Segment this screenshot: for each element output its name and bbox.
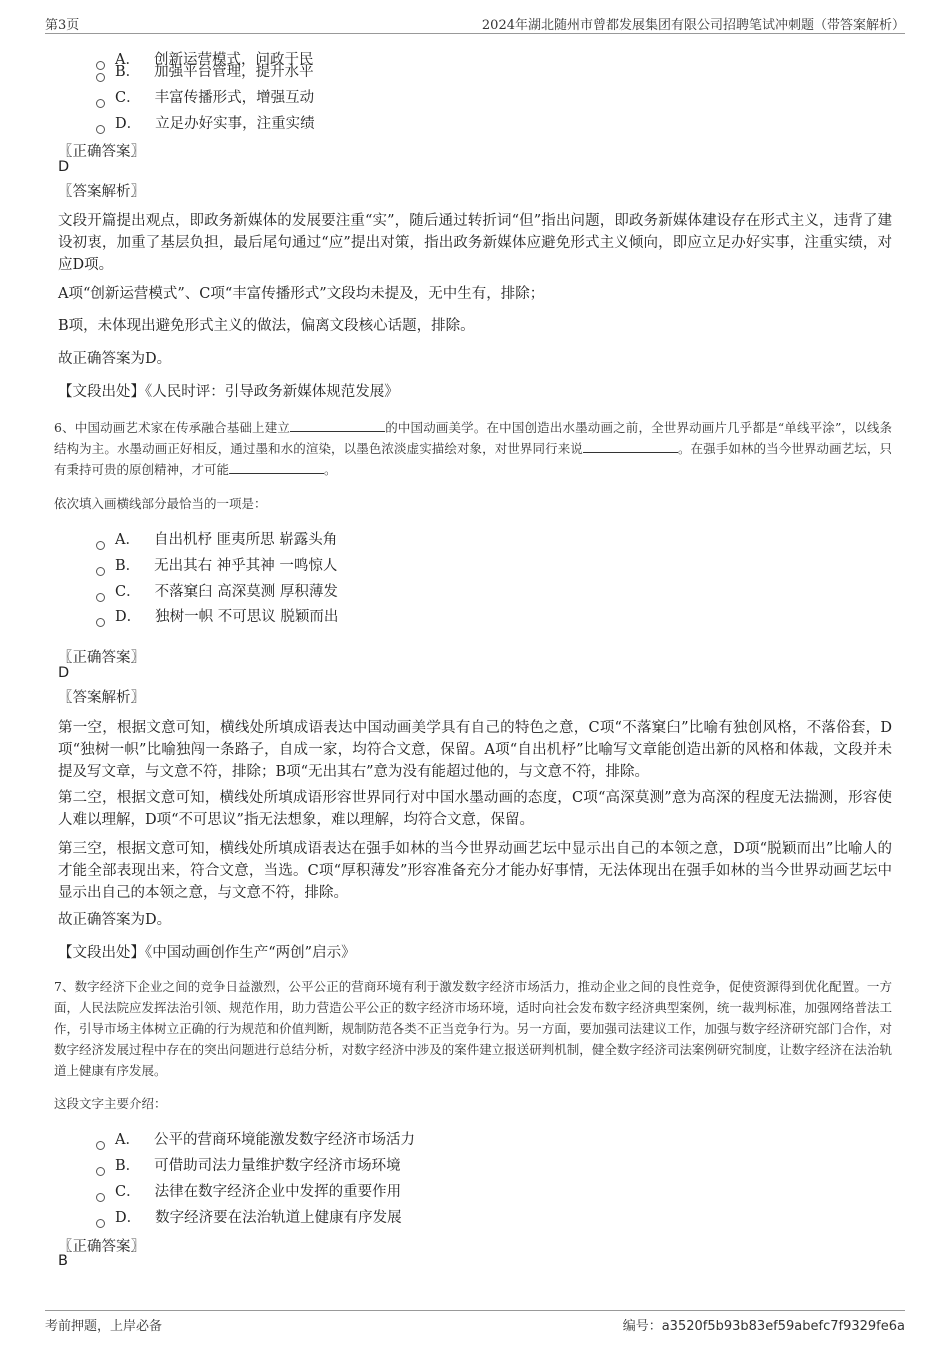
radio-icon[interactable] [96, 99, 105, 108]
q5-analysis-paragraph: 文段开篇提出观点，即政务新媒体的发展要注重“实”，随后通过转折词“但”指出问题，即政务新媒体建设存在形式主义，违背了建设初衷，加重了基层负担，最后尾句通过“应”提出对策，指出政务新媒体应避免形式主义倾向，即应立足办好实事，注重实绩，对应D项。 [58, 213, 892, 273]
page-header [45, 14, 905, 34]
q5-option-b[interactable]: B． 加强平台管理，提升水平 [96, 60, 314, 81]
blank-line [290, 420, 385, 432]
radio-icon[interactable] [96, 567, 105, 576]
q6-analysis-paragraph: 第三空，根据文意可知，横线处所填成语表达在强手如林的当今世界动画艺坛中显示出自己的本领之意，D项“脱颖而出”比喻人的才能全部表现出来，符合文意，当选。C项“厚积薄发”形容准备充分才能办好事情，无法体现出在强手如林的当今世界动画艺坛中显示出自己的本领之意，与文意不符，排除。 [58, 841, 892, 901]
q6-option-d[interactable]: D． 独树一帜 不可思议 脱颖而出 [96, 605, 338, 626]
q5-answer: D [58, 159, 70, 175]
q6-answer-tag: 〖正确答案〗 [58, 650, 145, 666]
radio-icon[interactable] [96, 1193, 105, 1202]
q6-answer: D [58, 665, 70, 681]
q6-analysis-paragraph: 故正确答案为D。 [58, 912, 172, 928]
radio-icon[interactable] [96, 125, 105, 134]
q7-option-a[interactable]: A． 公平的营商环境能激发数字经济市场活力 [96, 1128, 415, 1149]
q7-prompt: 这段文字主要介绍： [54, 1096, 167, 1111]
q5-option-c[interactable]: C． 丰富传播形式，增强互动 [96, 86, 314, 107]
q6-analysis-paragraph: 第一空，根据文意可知，横线处所填成语表达中国动画美学具有自己的特色之意，C项“不落窠臼”比喻有独创风格，不落俗套，D项“独树一帜”比喻独闯一条路子，自成一家，均符合文意，保留。A项“自出机杼”比喻写文章能创造出新的风格和体裁，文段并未提及写文章，与文意不符，排除；B项“无出其右”意为没有能超过他的，与文意不符，排除。 [58, 720, 892, 780]
q5-analysis-tag: 〖答案解析〗 [58, 184, 145, 200]
q6-option-a[interactable]: A． 自出机杼 匪夷所思 崭露头角 [96, 528, 337, 549]
document-title: 2024年湖北随州市曾都发展集团有限公司招聘笔试冲刺题（带答案解析） [481, 18, 905, 33]
q5-option-a[interactable]: A． 创新运营模式，问政于民 [96, 48, 313, 69]
q6-analysis-paragraph: 第二空，根据文意可知，横线处所填成语形容世界同行对中国水墨动画的态度，C项“高深莫测”意为高深的程度无法揣测，形容使人难以理解，D项“不可思议”指无法想象，难以理解，均符合文意，保留。 [58, 790, 892, 828]
document-serial: 编号：a3520f5b93b83ef59abefc7f9329fe6a [622, 1319, 905, 1334]
q7-stem: 7、数字经济下企业之间的竞争日益激烈，公平公正的营商环境有利于激发数字经济市场活力，推动企业之间的良性竞争，促使资源得到优化配置。一方面，人民法院应发挥法治引领、规范作用，助力营造公平公正的数字经济市场环境，适时向社会发布数字经济典型案例，统一裁判标准，加强网络普法工作，引导市场主体树立正确的行为规范和价值判断，规制防范各类不正当竞争行为。另一方面，要加强司法建议工作，加强与数字经济研究部门合作，对数字经济发展过程中存在的突出问题进行总结分析，对数字经济中涉及的案件建立报送研判机制，健全数字经济司法案例研究制度，让数字经济在法治轨道上健康有序发展。 [54, 979, 892, 1078]
q6-source: 【文段出处】《中国动画创作生产“两创”启示》 [58, 945, 356, 961]
radio-icon[interactable] [96, 1219, 105, 1228]
q5-analysis-paragraph: 故正确答案为D。 [58, 351, 172, 367]
q7-answer-tag: 〖正确答案〗 [58, 1239, 145, 1255]
q6-option-b[interactable]: B． 无出其右 神乎其神 一鸣惊人 [96, 554, 337, 575]
q7-option-b[interactable]: B． 可借助司法力量维护数字经济市场环境 [96, 1154, 401, 1175]
q5-option-d[interactable]: D． 立足办好实事，注重实绩 [96, 112, 315, 133]
radio-icon[interactable] [96, 541, 105, 550]
q5-analysis-paragraph: A项“创新运营模式”、C项“丰富传播形式”文段均未提及，无中生有，排除； [58, 286, 545, 302]
q6-prompt: 依次填入画横线部分最恰当的一项是： [54, 496, 267, 511]
blank-line [229, 462, 324, 474]
radio-icon[interactable] [96, 618, 105, 627]
q6-option-c[interactable]: C． 不落窠臼 高深莫测 厚积薄发 [96, 580, 338, 601]
page-footer [45, 1310, 905, 1332]
radio-icon[interactable] [96, 593, 105, 602]
blank-line [583, 441, 678, 453]
q6-stem: 6、中国动画艺术家在传承融合基础上建立 的中国动画美学。在中国创造出水墨动画之前，全世界动画片几乎都是“单线平涂”，以线条结构为主。水墨动画正好相反，通过墨和水的渲染，以墨色浓淡虚实描绘对象，对世界同行来说 。在强手如林的当今世界动画艺坛，只有秉持可贵的原创精神，才可能 。 [54, 420, 892, 477]
radio-icon[interactable] [96, 73, 105, 82]
q5-analysis-paragraph: B项，未体现出避免形式主义的做法，偏离文段核心话题，排除。 [58, 318, 475, 334]
page-number: 第3页 [45, 18, 80, 33]
radio-icon[interactable] [96, 1141, 105, 1150]
q7-answer: B [58, 1253, 68, 1269]
q6-analysis-tag: 〖答案解析〗 [58, 690, 145, 706]
q7-option-d[interactable]: D． 数字经济要在法治轨道上健康有序发展 [96, 1206, 402, 1227]
q5-answer-tag: 〖正确答案〗 [58, 144, 145, 160]
radio-icon[interactable] [96, 1167, 105, 1176]
q7-option-c[interactable]: C． 法律在数字经济企业中发挥的重要作用 [96, 1180, 401, 1201]
q5-source: 【文段出处】《人民时评：引导政务新媒体规范发展》 [58, 384, 399, 400]
footer-slogan: 考前押题，上岸必备 [45, 1319, 163, 1334]
